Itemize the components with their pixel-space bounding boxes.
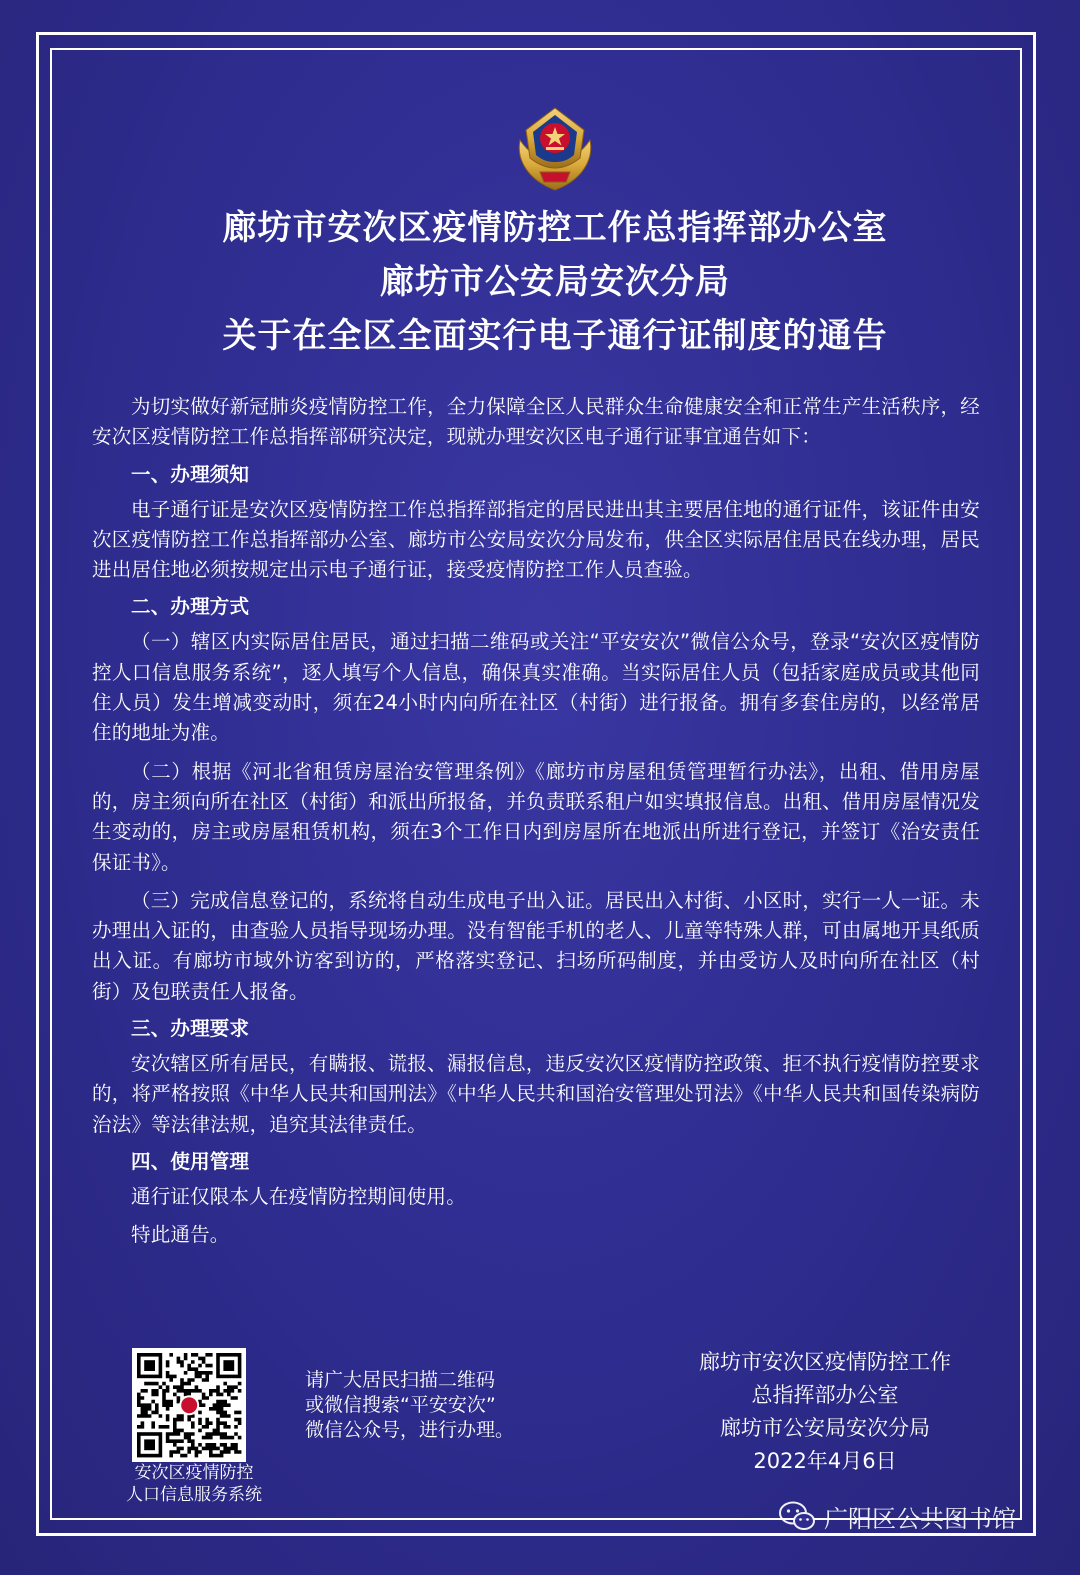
closing-text: 特此通告。 xyxy=(131,1223,230,1247)
section-2-paragraph-3: （三）完成信息登记的，系统将自动生成电子出入证。居民出入村街、小区时，实行一人一证。未办理出入证的，由查验人员指导现场办理。没有智能手机的老人、儿童等特殊人群，可由属地开具纸质出入证。有廊坊市域外访客到访的，严格落实登记、扫场所码制度，并由受访人及时向所在社区（村街）及包联责任人报备。 xyxy=(92,888,980,1003)
section-4-paragraph: 通行证仅限本人在疫情防控期间使用。 xyxy=(131,1184,466,1208)
wechat-icon xyxy=(778,1500,816,1532)
section-3-heading: 三、办理要求 xyxy=(131,1017,250,1041)
scan-note-line-1: 请广大居民扫描二维码 xyxy=(305,1369,496,1391)
qr-caption-line-1: 安次区疫情防控 xyxy=(134,1463,254,1483)
signature-line-1: 廊坊市安次区疫情防控工作 xyxy=(699,1350,951,1374)
section-1-paragraph: 电子通行证是安次区疫情防控工作总指挥部指定的居民进出其主要居住地的通行证件，该证件由安次区疫情防控工作总指挥部办公室、廊坊市公安局安次分局发布，供全区实际居住居民在线办理，居民进出居住地必须按规定出示电子通行证，接受疫情防控工作人员查验。 xyxy=(92,497,980,582)
issuer-signature xyxy=(660,1346,990,1478)
notice-body xyxy=(92,392,980,1251)
scan-instructions xyxy=(305,1368,565,1443)
title-line-2: 廊坊市公安局安次分局 xyxy=(380,262,730,302)
police-emblem-icon xyxy=(510,100,600,192)
qr-code[interactable] xyxy=(132,1348,246,1462)
intro-paragraph: 为切实做好新冠肺炎疫情防控工作，全力保障全区人民群众生命健康安全和正常生产生活秩序，经安次区疫情防控工作总指挥部研究决定，现就办理安次区电子通行证事宜通告如下： xyxy=(92,395,980,449)
qr-caption xyxy=(110,1462,278,1506)
watermark-text: 广阳区公共图书馆 xyxy=(824,1504,1016,1533)
section-3-paragraph: 安次辖区所有居民，有瞒报、谎报、漏报信息，违反安次区疫情防控政策、拒不执行疫情防控要求的，将严格按照《中华人民共和国刑法》《中华人民共和国治安管理处罚法》《中华人民共和国传染病防治法》等法律法规，追究其法律责任。 xyxy=(92,1052,980,1136)
title-line-1: 廊坊市安次区疫情防控工作总指挥部办公室 xyxy=(222,208,888,248)
qr-code-icon xyxy=(132,1348,246,1462)
source-watermark xyxy=(778,1496,1016,1536)
scan-note-line-3: 微信公众号，进行办理。 xyxy=(305,1419,515,1441)
scan-note-line-2: 或微信搜索“平安安次” xyxy=(305,1394,496,1416)
section-4-heading: 四、使用管理 xyxy=(131,1149,250,1173)
section-2-heading: 二、办理方式 xyxy=(131,595,250,619)
qr-caption-line-2: 人口信息服务系统 xyxy=(126,1485,262,1505)
title-line-3: 关于在全区全面实行电子通行证制度的通告 xyxy=(222,316,888,356)
section-1-heading: 一、办理须知 xyxy=(131,462,250,486)
signature-line-2: 总指挥部办公室 xyxy=(751,1383,899,1407)
section-2-paragraph-1: （一）辖区内实际居住居民，通过扫描二维码或关注“平安安次”微信公众号，登录“安次区疫情防控人口信息服务系统”，逐人填写个人信息，确保真实准确。当实际居住人员（包括家庭成员或其他同住人员）发生增减变动时，须在24小时内向所在社区（村街）进行报备。拥有多套住房的，以经常居住的地址为准。 xyxy=(92,630,980,745)
section-2-paragraph-2: （二）根据《河北省租赁房屋治安管理条例》《廊坊市房屋租赁管理暂行办法》，出租、借用房屋的，房主须向所在社区（村街）和派出所报备，并负责联系租户如实填报信息。出租、借用房屋情况发生变动的，房主或房屋租赁机构，须在3个工作日内到房屋所在地派出所进行登记，并签订《治安责任保证书》。 xyxy=(92,759,980,874)
signature-date: 2022年4月6日 xyxy=(753,1449,897,1473)
signature-line-3: 廊坊市公安局安次分局 xyxy=(720,1416,930,1440)
